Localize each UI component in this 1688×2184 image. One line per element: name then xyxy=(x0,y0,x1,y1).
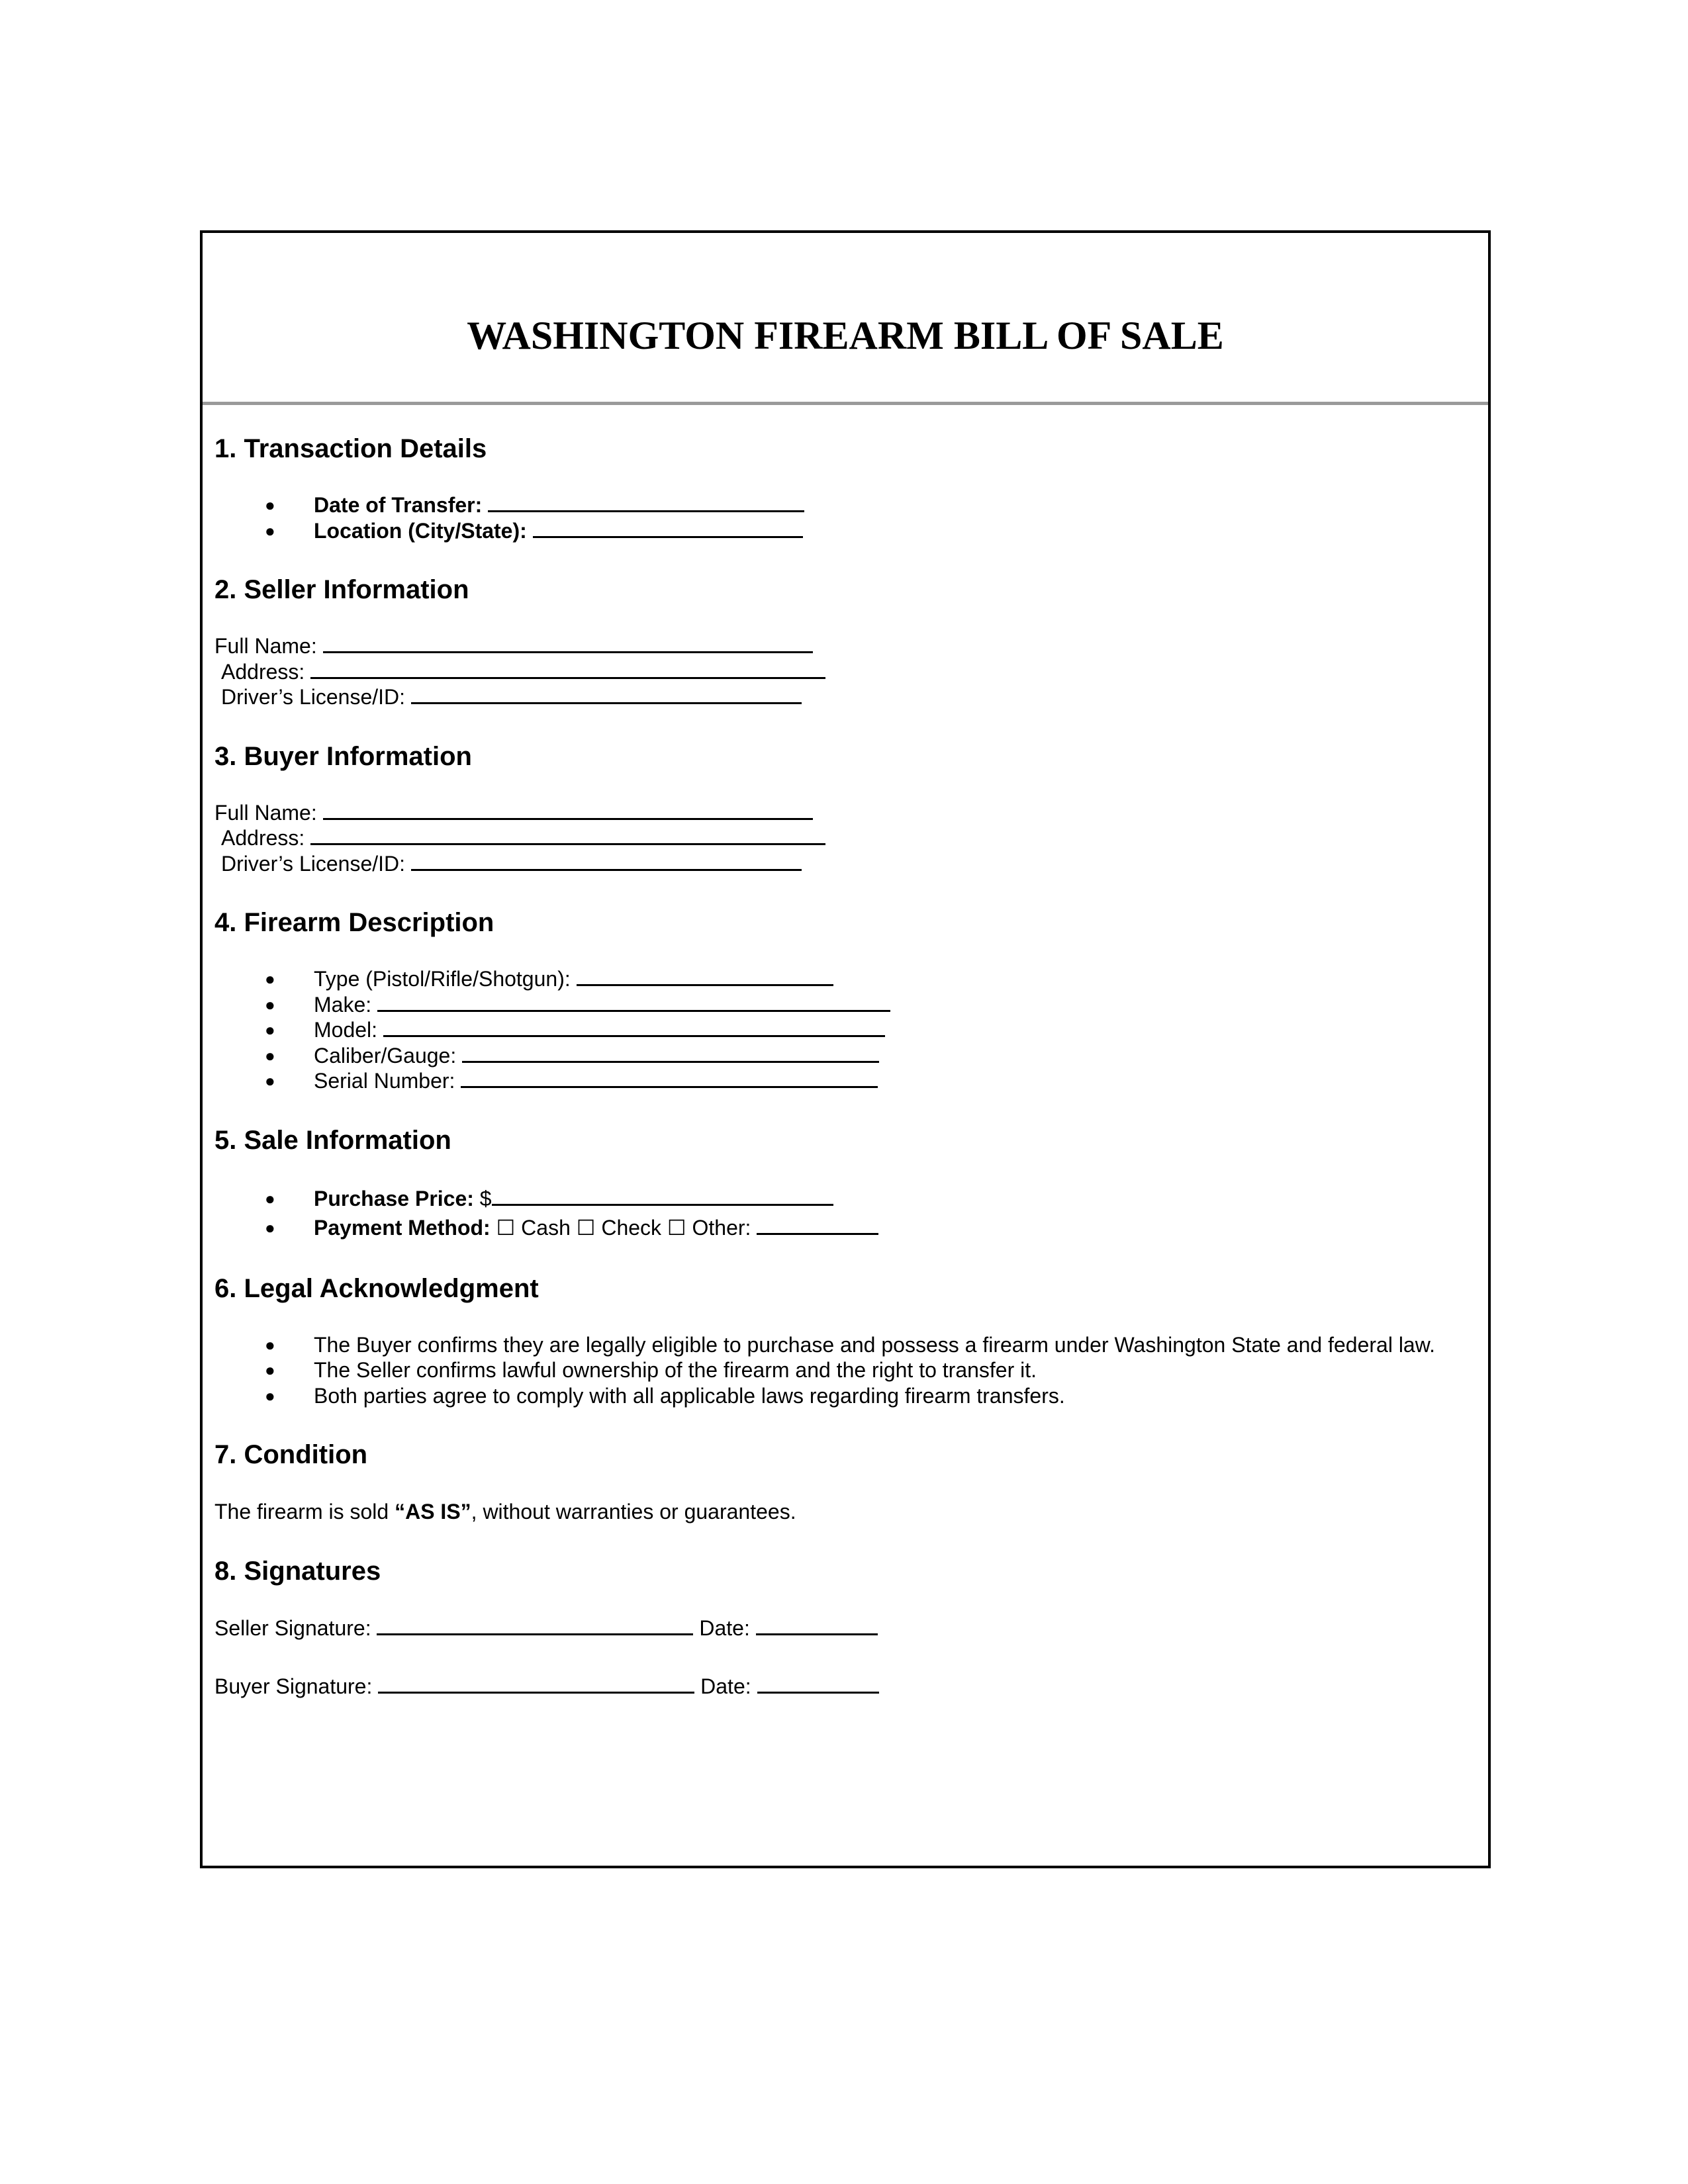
section-heading-transaction: 1. Transaction Details xyxy=(214,434,487,463)
bullet-icon: ● xyxy=(265,1217,275,1238)
legal-statement: The Buyer confirms they are legally eligible to purchase and possess a firearm under Washington State and federal law. xyxy=(314,1332,1435,1357)
section-heading-signatures: 8. Signatures xyxy=(214,1557,381,1586)
buyer-signature-label: Buyer Signature: xyxy=(214,1674,373,1698)
purchase-price-field[interactable] xyxy=(492,1187,833,1206)
bullet-icon: ● xyxy=(265,1045,275,1066)
seller-signature-label: Seller Signature: xyxy=(214,1616,371,1640)
firearm-type-label: Type (Pistol/Rifle/Shotgun): xyxy=(314,967,571,991)
firearm-type-field[interactable] xyxy=(577,967,833,986)
section-heading-legal: 6. Legal Acknowledgment xyxy=(214,1273,539,1303)
form-content xyxy=(214,433,1472,1700)
list-item xyxy=(214,1043,1472,1069)
list-item xyxy=(214,1213,1472,1242)
seller-license-field[interactable] xyxy=(411,685,802,704)
buyer-license-field[interactable] xyxy=(411,852,802,871)
list-item xyxy=(214,1357,1472,1383)
section-heading-firearm: 4. Firearm Description xyxy=(214,908,494,937)
buyer-address-label: Address: xyxy=(221,826,305,850)
seller-full-name-label: Full Name: xyxy=(214,634,317,658)
sale-list xyxy=(214,1184,1472,1242)
buyer-full-name-label: Full Name: xyxy=(214,800,317,825)
seller-full-name-field[interactable] xyxy=(323,634,813,653)
seller-license-row xyxy=(214,684,1472,710)
bullet-icon: ● xyxy=(265,520,275,541)
buyer-address-field[interactable] xyxy=(310,826,825,845)
list-item xyxy=(214,1184,1472,1213)
section-heading-buyer: 3. Buyer Information xyxy=(214,741,472,771)
seller-address-row xyxy=(214,659,1472,685)
buyer-date-label: Date: xyxy=(700,1674,751,1698)
seller-address-label: Address: xyxy=(221,659,305,684)
condition-text-before: The firearm is sold xyxy=(214,1500,395,1524)
document-title: WASHINGTON FIREARM BILL OF SALE xyxy=(467,314,1224,357)
seller-license-label: Driver’s License/ID: xyxy=(221,685,406,709)
buyer-date-field[interactable] xyxy=(757,1674,879,1694)
payment-options[interactable]: ☐ Cash ☐ Check ☐ Other: xyxy=(496,1215,751,1240)
location-field[interactable] xyxy=(533,519,803,538)
seller-date-label: Date: xyxy=(699,1616,750,1640)
seller-address-field[interactable] xyxy=(310,660,825,679)
firearm-model-field[interactable] xyxy=(383,1018,885,1037)
buyer-address-row xyxy=(214,825,1472,851)
legal-list xyxy=(214,1332,1472,1409)
list-item xyxy=(214,1068,1472,1094)
buyer-license-row xyxy=(214,851,1472,877)
legal-statement: The Seller confirms lawful ownership of the firearm and the right to transfer it. xyxy=(314,1358,1037,1382)
payment-method-label: Payment Method: xyxy=(314,1215,491,1240)
list-item xyxy=(214,1383,1472,1409)
title-block xyxy=(203,233,1488,404)
condition-text-after: , without warranties or guarantees. xyxy=(471,1500,796,1524)
list-item xyxy=(214,492,1472,518)
legal-statement: Both parties agree to comply with all applicable laws regarding firearm transfers. xyxy=(314,1383,1065,1408)
seller-signature-row xyxy=(214,1615,1472,1641)
list-item xyxy=(214,1332,1472,1358)
seller-date-field[interactable] xyxy=(756,1616,878,1635)
bill-of-sale-form xyxy=(200,230,1491,1868)
bullet-icon: ● xyxy=(265,1188,275,1208)
buyer-signature-field[interactable] xyxy=(378,1674,694,1694)
section-heading-condition: 7. Condition xyxy=(214,1440,368,1469)
bullet-icon: ● xyxy=(265,1385,275,1406)
buyer-signature-row xyxy=(214,1673,1472,1700)
bullet-icon: ● xyxy=(265,969,275,989)
list-item xyxy=(214,966,1472,992)
firearm-caliber-field[interactable] xyxy=(462,1044,879,1063)
firearm-caliber-label: Caliber/Gauge: xyxy=(314,1043,457,1068)
buyer-full-name-row xyxy=(214,800,1472,826)
bullet-icon: ● xyxy=(265,1071,275,1091)
firearm-list xyxy=(214,966,1472,1094)
seller-signature-field[interactable] xyxy=(377,1616,693,1635)
firearm-make-label: Make: xyxy=(314,992,372,1017)
section-heading-sale: 5. Sale Information xyxy=(214,1125,451,1155)
buyer-full-name-field[interactable] xyxy=(323,801,813,820)
firearm-model-label: Model: xyxy=(314,1018,378,1042)
section-heading-seller: 2. Seller Information xyxy=(214,575,469,604)
seller-full-name-row xyxy=(214,633,1472,659)
list-item xyxy=(214,1017,1472,1043)
firearm-serial-field[interactable] xyxy=(461,1069,878,1088)
location-label: Location (City/State): xyxy=(314,518,527,543)
currency-symbol: $ xyxy=(479,1186,492,1210)
title-divider xyxy=(203,402,1488,405)
purchase-price-label: Purchase Price: xyxy=(314,1186,474,1210)
list-item xyxy=(214,992,1472,1018)
firearm-serial-label: Serial Number: xyxy=(314,1069,455,1093)
date-of-transfer-field[interactable] xyxy=(488,493,804,512)
bullet-icon: ● xyxy=(265,1334,275,1355)
firearm-make-field[interactable] xyxy=(377,993,890,1012)
bullet-icon: ● xyxy=(265,1020,275,1040)
date-of-transfer-label: Date of Transfer: xyxy=(314,493,483,517)
transaction-list xyxy=(214,492,1472,543)
as-is-text: “AS IS” xyxy=(395,1500,471,1524)
condition-statement xyxy=(214,1498,1472,1525)
list-item xyxy=(214,518,1472,544)
buyer-license-label: Driver’s License/ID: xyxy=(221,851,406,876)
payment-other-field[interactable] xyxy=(757,1216,878,1235)
bullet-icon: ● xyxy=(265,495,275,515)
bullet-icon: ● xyxy=(265,1360,275,1380)
bullet-icon: ● xyxy=(265,994,275,1015)
